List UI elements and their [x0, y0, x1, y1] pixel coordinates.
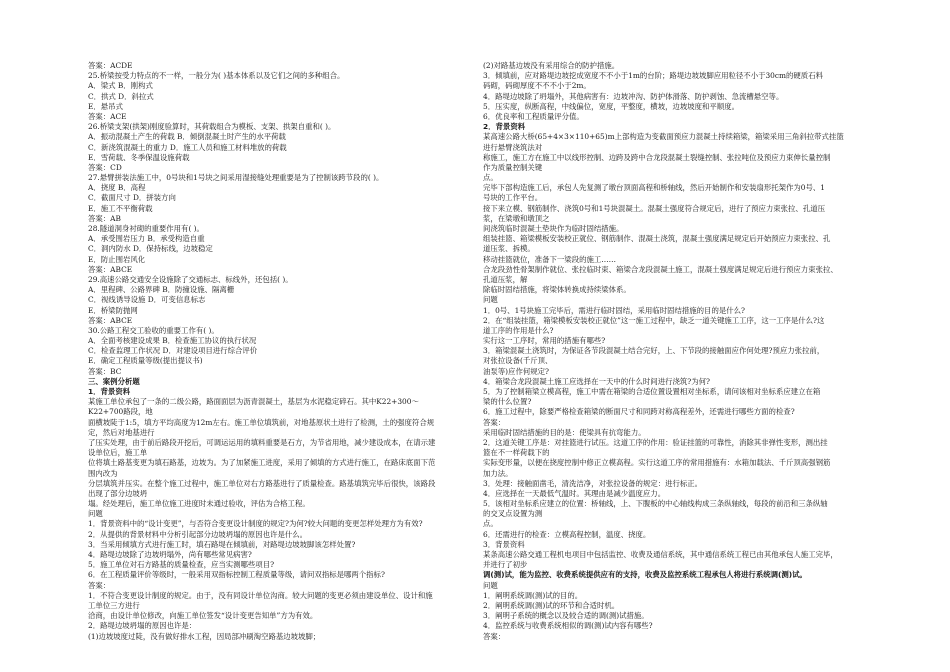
text-line: 3．背景资料: [483, 539, 525, 549]
text-line: 的交叉点设置为测: [483, 509, 543, 519]
text-line: A．振动混凝土产生的荷载 B．倾倒混凝土时产生的水平荷载: [88, 132, 286, 142]
text-line: A．挠度 B．高程: [88, 183, 146, 193]
text-line: 实际变形量，以便在挠度控制中修正立模高程。实行这道工序的常用措施有：水箱加载法、千斤顶高强钢筋: [483, 458, 831, 468]
text-line: (2)对路基边坡没有采用综合的防护措施。: [483, 61, 620, 70]
text-line: 加力法。: [483, 468, 513, 478]
text-line: 2．在“组装挂篮，箱梁模板安装校正就位”这一施工过程中，缺乏一道关键施工工序，这一工序是什么?这: [483, 315, 825, 325]
text-line: A．承受围岩压力 B．承受构造自重: [88, 234, 205, 244]
text-line: 答案：ABCE: [88, 315, 133, 325]
text-line: 油泵等)应作何规定?: [483, 366, 549, 376]
text-line: 1．背景资料: [88, 387, 131, 396]
text-line: C．新浇筑混凝土的重力 D．施工人员和施工材料堆放的荷载: [88, 142, 287, 152]
text-line: 面横坡陡于1:5，填方平均高度为12m左右。施工单位填筑前，对地基原状土进行了检测，土的强度符合规: [88, 417, 435, 427]
text-line: 篮在不一样荷载下的: [483, 448, 550, 458]
text-line: 5．施工单位对石方路基的质量检查，应当实测哪些项目?: [88, 560, 275, 570]
text-line: 组装挂篮、箱梁模板安装校正就位、钢筋制作、混凝土浇筑，混凝土强度满足规定后开始预应力束张拉、孔: [483, 234, 831, 244]
text-line: 2．从提供的背景材料中分析引起部分边坡坍塌的原因也许是什么。: [88, 529, 308, 539]
text-line: 了压实处理，由于前后路段开挖后，可调运运用的填料重要是石方，为节省用地，减少建设成本，在请示建: [88, 437, 436, 447]
text-line: 6．还需进行的检查：立模高程控制，温度、挠度。: [483, 529, 651, 539]
text-line: 设单位后，施工单: [88, 448, 148, 458]
text-line: 接下来立模、钢筋制作、浇筑0号和1号块混凝土。混凝土强度符合规定后，进行了预应力束张拉、孔道压: [483, 203, 825, 213]
text-line: 6．施工过程中，除要严格检查箱梁的断面尺寸和同跨对称高程差外，还需进行哪些方面的检查?: [483, 407, 795, 417]
text-line: 答案：ACE: [88, 111, 127, 121]
text-line: 5．压实度，纵断高程，中线偏位，宽度，平整度，横坡，边坡坡度和平顺度。: [483, 101, 739, 111]
text-line: 某施工单位承包了一条的二级公路，路面面层为沥青混凝土，基层为水泥稳定碎石。其中K22+300～: [88, 397, 419, 407]
text-line: E．雪荷载、冬季保温设施荷载: [88, 152, 190, 162]
text-line: 工单位三方进行: [88, 600, 140, 610]
text-line: 孔道压浆，解: [483, 274, 528, 284]
text-line: 6．在工程质量评价等级时，一般采用双指标控制工程质量等级，请问双指标是哪两个指标?: [88, 570, 385, 580]
text-line: 3．箱梁混凝土浇筑时，为保证各节段混凝土结合完好，上、下节段的接触面应作何处理?预应力张拉前，: [483, 346, 825, 356]
text-line: 2．背景资料: [483, 122, 526, 132]
text-line: 28.隧道洞身衬砌的重要作用有( )。: [88, 224, 204, 233]
text-line: 答案：: [483, 417, 506, 427]
text-line: 出现了部分边坡坍: [88, 488, 148, 498]
text-line: 对张拉设备(千斤顶、: [483, 356, 553, 366]
text-line: 答案：: [88, 580, 111, 590]
text-line: 30.公路工程交工验收的重要工作有( )。: [88, 325, 219, 335]
text-line: 3．阐明子系统的概念以及较合适的调(测)试措施。: [483, 611, 649, 621]
text-line: 位将填土路基变更为填石路基，边坡为。为了加紧施工进度，采用了倾填的方式进行施工，在路床底面下范: [88, 458, 436, 468]
text-line: E．悬吊式: [88, 101, 123, 111]
text-line: 作为质量控制关键: [483, 162, 543, 172]
text-line: 5．该相对坐标系应建立的位置：桥轴线，上、下腹板的中心轴线构成三条纵轴线，每段的前沿和三条纵轴: [483, 499, 828, 509]
text-line: 分层填筑并压实。在整个施工过程中，施工单位对右方路基进行了质量检查。路基填筑完毕后很快，该路段: [88, 478, 436, 488]
text-line: 问题: [483, 580, 498, 590]
text-line: 29.高速公路交通安全设施除了交通标志、标线外，还包括( )。: [88, 274, 293, 284]
text-line: 码砌，码砌厚度不不不小于2m。: [483, 81, 591, 91]
text-line: C．洞内防水 D．保持标线，边坡稳定: [88, 244, 213, 254]
text-line: 答案：CD: [88, 162, 122, 172]
text-line: 26.桥梁支架(拱架)刚度验算时，其荷载组合为模板、支架、拱架自重和( )。: [88, 122, 336, 132]
text-line: 1．阐明系统调(测)试的目的。: [483, 590, 583, 600]
text-line: 合龙段劲性骨架制作就位、张拉临时束、箱梁合龙段混凝土施工，混凝土强度满足规定后进行预应力束张拉、: [483, 264, 838, 274]
text-line: 调(测)试，能为监控、收费系统提供应有的支持，收费及监控系统工程承包人将进行系统调(测)试。: [483, 570, 807, 580]
text-line: 道工序的作用是什么?: [483, 325, 554, 335]
text-line: 2．阐明系统调(测)试的环节和合适时机。: [483, 600, 620, 610]
text-line: 1．0号、1号块施工完毕后，需进行临时固结，采用临时固结措施的目的是什么?: [483, 305, 745, 315]
text-line: 6．优良率和工程质量评分值。: [483, 111, 584, 121]
text-line: 1．背景资料中的“设计变更”，与否符合变更设计制度的规定?为何?较大问题的变更怎样处理方为有效?: [88, 519, 423, 529]
text-line: A．里程碑、公路界碑 B．防撞设施、隔离栅: [88, 285, 235, 295]
text-line: 3．倾填前，应对路堤边坡挖成宽度不不小于1m的台阶；路堤边坡坡脚应用粒径不小于30cm的硬质石料: [483, 71, 823, 81]
text-line: 三、案例分析题: [88, 376, 140, 386]
text-line: 某条高速公路交通工程机电项目中包括监控、收费及通信系统，其中通信系统工程已由其他承包人施工完毕，: [483, 550, 838, 559]
left-text-column: [88, 61, 478, 642]
right-text-column: [483, 61, 875, 642]
text-line: E．防止围岩风化: [88, 254, 146, 264]
text-line: 4．箱梁合龙段混凝土施工应选择在一天中的什么时间进行浇筑?为何?: [483, 376, 710, 386]
text-line: 问题: [483, 295, 498, 305]
text-line: A．全面考核建设成果 B．检查施工协议的执行状况: [88, 336, 257, 346]
text-line: 25.桥梁按受力特点的不一样，一般分为( )基本体系以及它们之间的多种组合。: [88, 71, 345, 81]
text-line: 答案：ABCE: [88, 264, 133, 274]
text-line: 采用临时固结措施的目的是：使梁具有抗弯能力。: [483, 427, 646, 437]
text-line: 进行悬臂浇筑法对: [483, 142, 543, 152]
text-line: K22+700路段，地: [88, 407, 153, 417]
text-line: 4．监控系统与收费系统相似的调(测)试内容有哪些?: [483, 621, 653, 631]
text-line: E．桥梁防抛网: [88, 305, 138, 315]
text-line: C．视线诱导设施 D．可变信息标志: [88, 295, 206, 305]
text-line: 除临时固结措施，将梁体转换成持续梁体系。: [483, 285, 631, 295]
text-line: A．梁式 B．刚构式: [88, 81, 153, 91]
text-line: 27.悬臂拼装法施工中，0号块和1号块之间采用湿接缝处理重要是为了控制该跨节段的( )。: [88, 173, 384, 183]
text-line: 答案：AB: [88, 213, 121, 223]
text-line: 3．当采用倾填方式进行施工时，填石路堤在倾填前，对路堤边坡坡脚该怎样处置?: [88, 539, 356, 549]
text-line: C．检查监理工作状况 D．对建设项目进行综合评价: [88, 346, 258, 356]
text-line: E．施工不平衡荷载: [88, 203, 153, 213]
text-line: 完毕下部构造施工后，承包人先复测了墩台顶面高程和桥轴线，然后开始制作和安装扇形托架作为0号、1: [483, 183, 825, 193]
text-line: E．确定工程质量等级(提出提议书): [88, 356, 203, 366]
text-line: 4．路堤边坡除了边坡坍塌外，尚有哪些常见病害?: [88, 550, 252, 559]
text-line: (1)边坡坡度过陡，没有做好排水工程，因局部冲刷淘空路基边坡坡脚；: [88, 631, 321, 641]
text-line: 答案：BC: [88, 366, 122, 376]
text-line: C．截面尺寸 D．拼装方向: [88, 193, 176, 203]
text-line: 答案：: [483, 631, 506, 641]
text-line: 定，然后对地基进行: [88, 427, 155, 437]
text-line: 号块的工作平台。: [483, 193, 543, 203]
text-line: 2．路堤边坡坍塌的原因也许是：: [88, 621, 197, 631]
text-line: 点。: [483, 519, 498, 529]
text-line: 4．应选择在一天最低气温时。其理由是减少温度应力。: [483, 488, 666, 498]
text-line: 点。: [483, 173, 498, 183]
text-line: 洽商，由设计单位修改，向施工单位签发“设计变更告知单”方为有效。: [88, 611, 318, 621]
text-line: 某高速公路大桥(65+4×3×110+65)m上部构造为变截面预应力混凝土持续箱梁，箱梁采用三角斜拉带式挂篮: [483, 132, 844, 142]
text-line: 4．路堤边坡除了坍塌外，其他病害有：边坡冲沟、防护体滑落、防护剥蚀、急流槽悬空等。: [483, 91, 784, 101]
text-line: C．拱式 D．斜拉式: [88, 91, 154, 101]
text-line: 并进行了初步: [483, 560, 528, 570]
text-line: 浆，在梁墩和墩顶之: [483, 213, 550, 223]
text-line: 2．这道关键工序是：对挂篮进行试压。这道工序的作用：验证挂篮的可靠性，消除其非弹性变形，测出挂: [483, 437, 828, 447]
text-line: 间浇筑临时混凝土垫块作为临时固结措施。: [483, 224, 624, 233]
text-line: 围内改为: [88, 468, 118, 478]
text-line: 答案：ACDE: [88, 61, 133, 70]
text-line: 问题: [88, 509, 103, 519]
text-line: 称施工，施工方在施工中以线形控制、边跨及跨中合龙段混凝土裂缝控制、张拉吨位及预应力束伸长量控制: [483, 152, 831, 162]
text-line: 道压浆、拆模。: [483, 244, 535, 254]
text-line: 5．为了控制箱梁立模高程，施工中需在箱梁的合适位置设置相对坐标系，请问该相对坐标系应建立在箱: [483, 387, 821, 396]
text-line: 梁的什么位置?: [483, 397, 532, 407]
text-line: 3．处理：接触面凿毛，清洗洁净，对张拉设备的规定：进行标正。: [483, 478, 703, 488]
text-line: 1．不符合变更设计制度的规定。由于，没有同设计单位沟商。较大问题的变更必须由建设单位、设计和施: [88, 590, 433, 600]
text-line: 移动挂篮就位，准备下一梁段的施工……: [483, 254, 617, 264]
text-line: 塌。经处理后，施工单位施工进度时未通过验收，评估为合格工程。: [88, 499, 310, 509]
text-line: 实行这一工序时，常用的措施有哪些?: [483, 336, 606, 346]
